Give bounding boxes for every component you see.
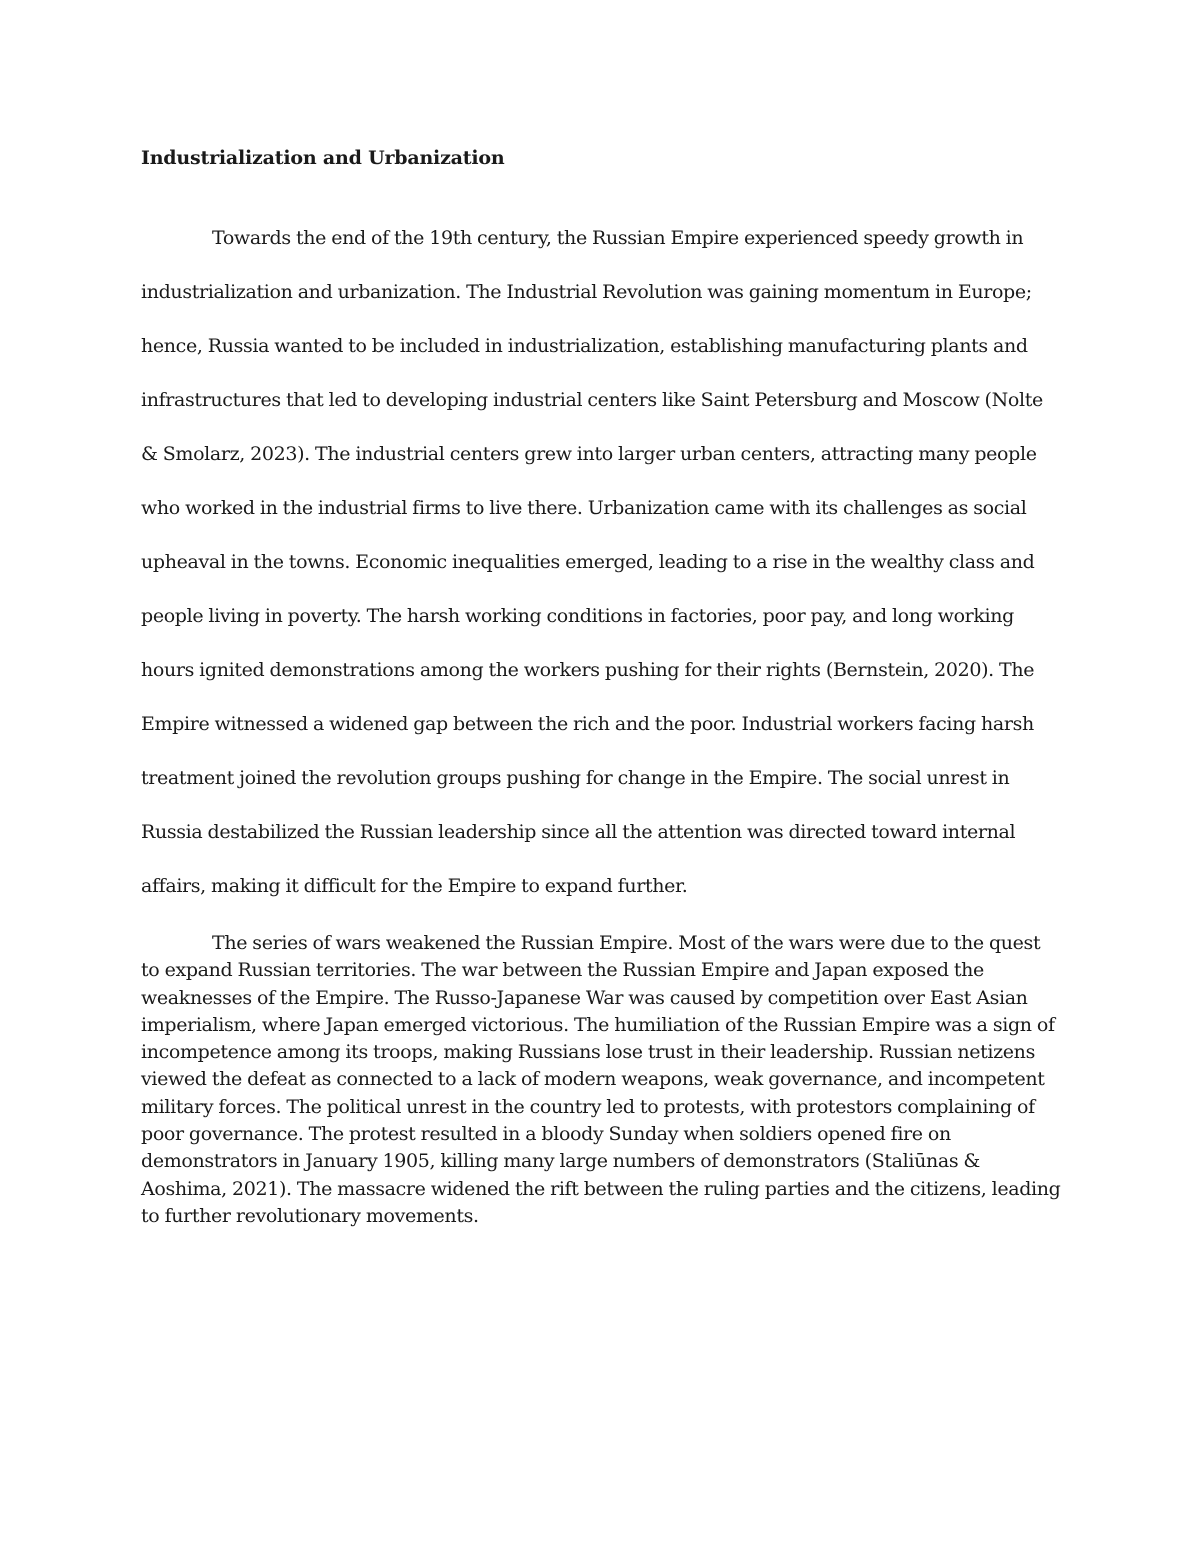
section-heading: Industrialization and Urbanization <box>141 147 505 169</box>
paragraph-industrialization: Towards the end of the 19th century, the Russian Empire experienced speedy growth in industrialization and urbanization. The Industrial Revolution was gaining momentum in Europe; hence, Russia wanted to be included in industrialization, establishing manufacturing plants and infrastructures that led to developing industrial centers like Saint Petersburg and Moscow (Nolte & Smolarz, 2023). The industrial centers grew into larger urban centers, attracting many people who worked in the industrial firms to live there. Urbanization came with its challenges as social upheaval in the towns. Economic inequalities emerged, leading to a rise in the wealthy class and people living in poverty. The harsh working conditions in factories, poor pay, and long working hours ignited demonstrations among the workers pushing for their rights (Bernstein, 2020). The Empire witnessed a widened gap between the rich and the poor. Industrial workers facing harsh treatment joined the revolution groups pushing for change in the Empire. The social unrest in Russia destabilized the Russian leadership since all the attention was directed toward internal affairs, making it difficult for the Empire to expand further. <box>141 227 1043 897</box>
paragraph-wars: The series of wars weakened the Russian Empire. Most of the wars were due to the quest to expand Russian territories. The war between the Russian Empire and Japan exposed the weaknesses of the Empire. The Russo-Japanese War was caused by competition over East Asian imperialism, where Japan emerged victorious. The humiliation of the Russian Empire was a sign of incompetence among its troops, making Russians lose trust in their leadership. Russian netizens viewed the defeat as connected to a lack of modern weapons, weak governance, and incompetent military forces. The political unrest in the country led to protests, with protestors complaining of poor governance. The protest resulted in a bloody Sunday when soldiers opened fire on demonstrators in January 1905, killing many large numbers of demonstrators (Staliūnas & Aoshima, 2021). The massacre widened the rift between the ruling parties and the citizens, leading to further revolutionary movements. <box>141 932 1061 1227</box>
